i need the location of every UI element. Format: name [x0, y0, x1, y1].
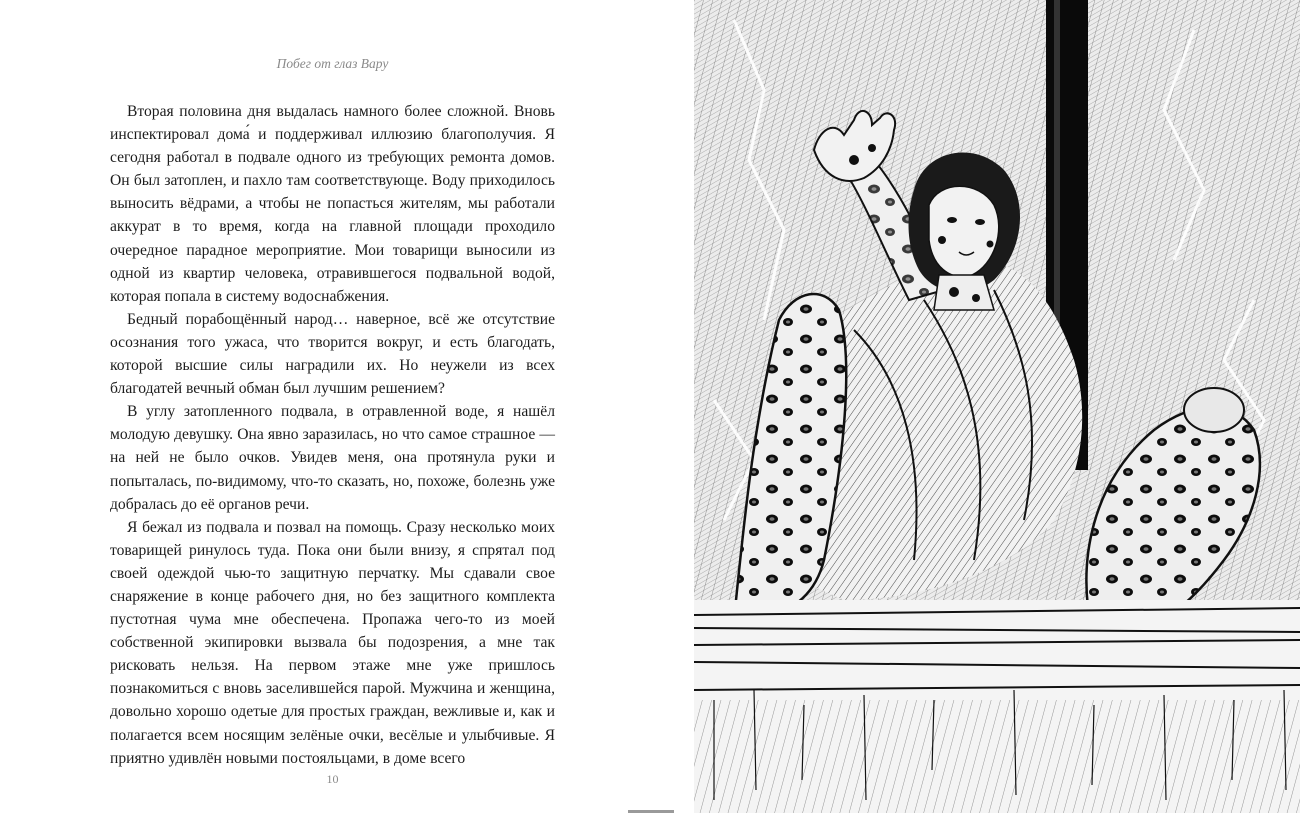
paragraph: Я бежал из подвала и позвал на помощь. Сразу несколько моих товарищей ринулось туда. Пока они были внизу, я спрятал под своей одеждой чью-то защитную перчатку. Мы сдавали свое снаряжение в конце рабочего дня, но без защитного комплекта пустотная чума мне обеспечена. Пропажа чего-то из моей собственной экипировки вызвала бы подозрения, а мне так рисковать нельзя. На первом этаже мне уже пришлось познакомиться с вновь заселившейся парой. Мужчина и женщина, довольно хорошо одетые для простых граждан, вежливые и, как и полагается всем носящим зелёные очки, весёлые и улыбчивые. Я приятно удивлён новыми постояльцами, в доме всего [110, 518, 555, 767]
body-text [110, 100, 555, 770]
page-number: 10 [326, 772, 339, 786]
paragraph: Вторая половина дня выдалась намного более сложной. Вновь инспектировал дома́ и поддерживал иллюзию благополучия. Я сегодня работал в подвале одного из требующих ремонта домов. Он был затоплен, и пахло там соответствующе. Воду приходилось выносить вёдрами, а чтобы не попасться жителям, мы работали аккурат в то время, когда на главной площади проходило очередное парадное мероприятие. Мои товарищи выносили из одной из квартир человека, отравившегося подвальной водой, которая попала в систему водоснабжения. [110, 103, 555, 305]
running-head: Побег от глаз Вару [276, 56, 389, 71]
paragraph: В углу затопленного подвала, в отравленной воде, я нашёл молодую девушку. Она явно заразилась, но что самое страшное — на ней не было очков. Увидев меня, она протянула руки и попыталась, по-видимому, что-то сказать, но, похоже, болезнь уже добралась до её органов речи. [110, 403, 555, 513]
paragraph: Бедный порабощённый народ… наверное, всё же отсутствие осознания того ужаса, что творится вокруг, и есть благодать, которой высшие силы наградили их. Но неужели из всех благодатей вечный обман был лучшим решением? [110, 310, 555, 398]
right-page [694, 0, 1300, 813]
illustration [694, 0, 1300, 813]
